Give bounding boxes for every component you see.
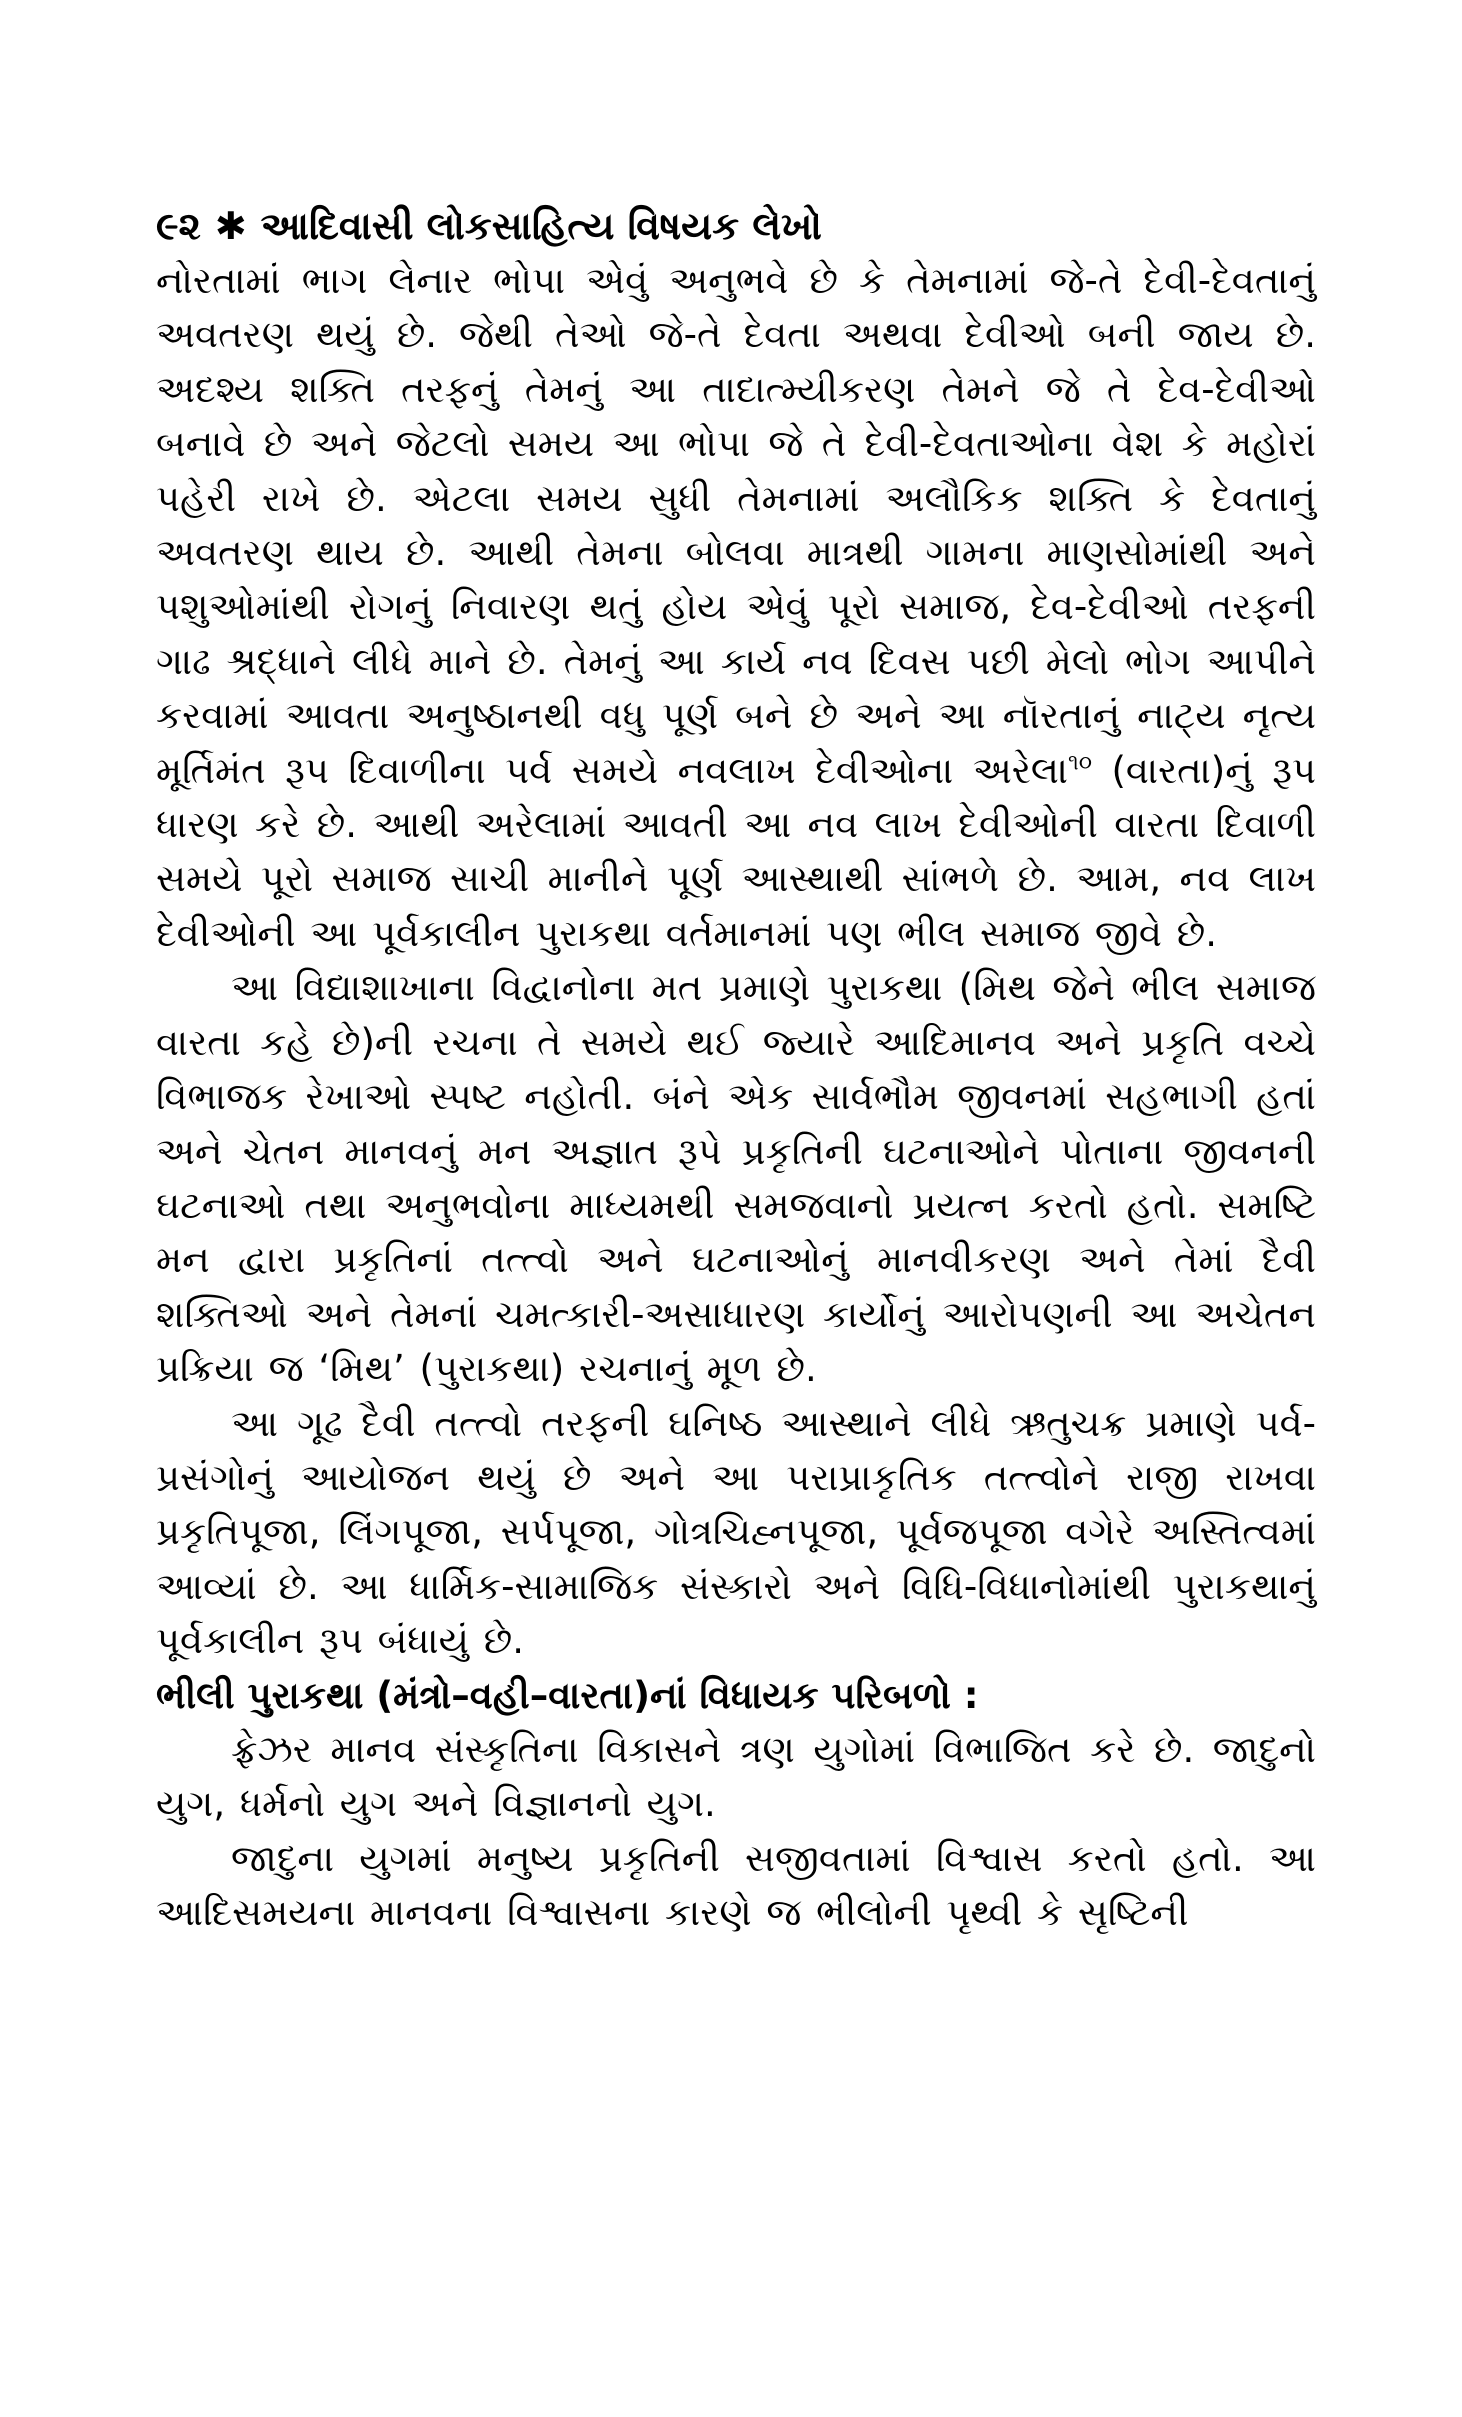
paragraph-myth-origin: આ વિદ્યાશાખાના વિદ્વાનોના મત પ્રમાણે પુરાકથા (મિથ જેને ભીલ સમાજ વારતા કહે છે)ની રચના તે સમયે થઈ જ્યારે આદિમાનવ અને પ્રકૃતિ વચ્ચે વિભાજક રેખાઓ સ્પષ્ટ નહોતી. બંને એક સાર્વભૌમ જીવનમાં સહભાગી હતાં અને ચેતન માનવનું મન અજ્ઞાત રૂપે પ્રકૃતિની ઘટનાઓને પોતાના જીવનની ઘટનાઓ તથા અનુભવોના માધ્યમથી સમજવાનો પ્રયત્ન કરતો હતો. સમષ્ટિ મન દ્વારા પ્રકૃતિનાં તત્ત્વો અને ઘટનાઓનું માનવીકરણ અને તેમાં દૈવી શક્તિઓ અને તેમનાં ચમત્કારી-અસાધારણ કાર્યોનું આરોપણની આ અચેતન પ્રક્રિયા જ ‘મિથ’ (પુરાકથા) રચનાનું મૂળ છે.: [156, 966, 1316, 1391]
paragraph-navratri-continued: (વારતા)નું રૂપ ધારણ કરે છે. આથી અરેલામાં આવતી આ નવ લાખ દેવીઓની વારતા દિવાળી સમયે પૂરો સમાજ સાચી માનીને પૂર્ણ આસ્થાથી સાંભળે છે. આમ, નવ લાખ દેવીઓની આ પૂર્વકાલીન પુરાકથા વર્તમાનમાં પણ ભીલ સમાજ જીવે છે.: [156, 748, 1316, 955]
paragraph-frazer-ages: ફ્રેઝર માનવ સંસ્કૃતિના વિકાસને ત્રણ યુગોમાં વિભાજિત કરે છે. જાદુનો યુગ, ધર્મનો યુગ અને વિજ્ઞાનનો યુગ.: [156, 1727, 1316, 1826]
paragraph-navratri-text: નોરતામાં ભાગ લેનાર ભોપા એવું અનુભવે છે કે તેમનામાં જે-તે દેવી-દેવતાનું અવતરણ થયું છે. જેથી તેઓ જે-તે દેવતા અથવા દેવીઓ બની જાય છે. અદશ્ય શક્તિ તરફનું તેમનું આ તાદાત્મ્યીકરણ તેમને જે તે દેવ-દેવીઓ બનાવે છે અને જેટલો સમય આ ભોપા જે તે દેવી-દેવતાઓના વેશ કે મહોરાં પહેરી રાખે છે. એટલા સમય સુધી તેમનામાં અલૌકિક શક્તિ કે દેવતાનું અવતરણ થાય છે. આથી તેમના બોલવા માત્રથી ગામના માણસોમાંથી અને પશુઓમાંથી રોગનું નિવારણ થતું હોય એવું પૂરો સમાજ, દેવ-દેવીઓ તરફની ગાઢ શ્રદ્ધાને લીધે માને છે. તેમનું આ કાર્ય નવ દિવસ પછી મેલો ભોગ આપીને કરવામાં આવતા અનુષ્ઠાનથી વધુ પૂર્ણ બને છે અને આ નૉરતાનું નાટ્ય નૃત્ય મૂર્તિમંત રૂપ દિવાળીના પર્વ સમયે નવલાખ દેવીઓના અરેલા: [156, 259, 1316, 792]
page-number: ૯૨: [156, 204, 201, 248]
footnote-reference: ૧૦: [1067, 750, 1092, 776]
book-page: [156, 198, 1316, 1941]
running-head: [156, 198, 1316, 254]
section-heading: ભીલી પુરાકથા (મંત્રો–વહી–વારતા)નાં વિધાયક પરિબળો :: [156, 1673, 979, 1717]
book-title: આદિવાસી લોકસાહિત્ય વિષયક લેખો: [260, 204, 822, 248]
paragraph-worship-forms: આ ગૂઢ દૈવી તત્ત્વો તરફની ઘનિષ્ઠ આસ્થાને લીધે ઋતુચક્ર પ્રમાણે પર્વ-પ્રસંગોનું આયોજન થયું છે અને આ પરાપ્રાકૃતિક તત્ત્વોને રાજી રાખવા પ્રકૃતિપૂજા, લિંગપૂજા, સર્પપૂજા, ગોત્રચિહ્નપૂજા, પૂર્વજપૂજા વગેરે અસ્તિત્વમાં આવ્યાં છે. આ ધાર્મિક-સામાજિક સંસ્કારો અને વિધિ-વિધાનોમાંથી પુરાકથાનું પૂર્વકાલીન રૂપ બંધાયું છે.: [156, 1401, 1316, 1663]
paragraph-navratri: [156, 254, 1316, 961]
asterisk-separator-icon: ✱: [214, 204, 247, 248]
paragraph-magic-age: જાદુના યુગમાં મનુષ્ય પ્રકૃતિની સજીવતામાં વિશ્વાસ કરતો હતો. આ આદિસમયના માનવના વિશ્વાસના કારણે જ ભીલોની પૃથ્વી કે સૃષ્ટિની: [156, 1836, 1316, 1935]
